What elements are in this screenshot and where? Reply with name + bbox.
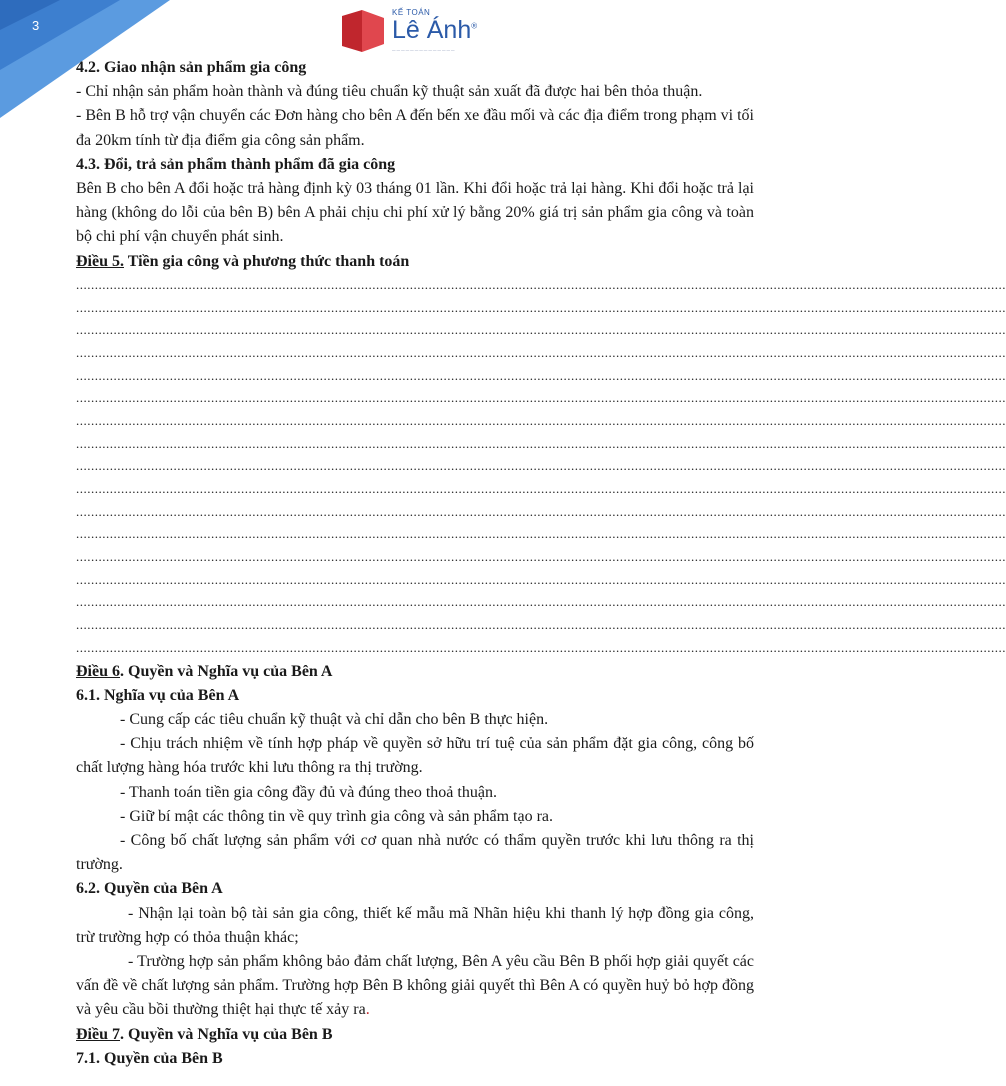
dotted-line: ........................................................................................................................................................................................................................................................	[76, 503, 1006, 519]
logo-tagline: ──────────────	[392, 48, 456, 54]
dotted-line: ........................................................................................................................................................................................................................................................	[76, 344, 1006, 360]
logo-brand: Lê Ánh®	[392, 16, 478, 44]
dotted-line: ........................................................................................................................................................................................................................................................	[76, 435, 1006, 451]
dotted-line: ........................................................................................................................................................................................................................................................	[76, 526, 1006, 542]
section-6-1-item-3: - Thanh toán tiền gia công đầy đủ và đúng theo thoả thuận.	[120, 783, 497, 801]
dotted-line: ........................................................................................................................................................................................................................................................	[76, 549, 1006, 565]
dotted-line: ........................................................................................................................................................................................................................................................	[76, 412, 1006, 428]
section-7-1-title: 7.1. Quyền của Bên B	[76, 1049, 223, 1067]
article-6-heading: Điều 6. Quyền và Nghĩa vụ của Bên A	[76, 662, 333, 680]
section-6-1-item-5: - Công bố chất lượng sản phẩm với cơ quan nhà nước có thẩm quyền trước khi lưu thông ra thị trường.	[76, 831, 754, 874]
dotted-line: ........................................................................................................................................................................................................................................................	[76, 639, 1006, 655]
section-6-2-item-1: - Nhận lại toàn bộ tài sản gia công, thiết kế mẫu mã Nhãn hiệu khi thanh lý hợp đồng gia công, trừ trường hợp có thỏa thuận khác;	[76, 904, 754, 946]
section-6-1-item-1: - Cung cấp các tiêu chuẩn kỹ thuật và chỉ dẫn cho bên B thực hiện.	[120, 710, 549, 728]
dotted-line: ........................................................................................................................................................................................................................................................	[76, 322, 1006, 338]
dotted-line: ........................................................................................................................................................................................................................................................	[76, 594, 1006, 610]
article-5-heading: Điều 5. Tiền gia công và phương thức thanh toán	[76, 252, 410, 270]
dotted-line: ........................................................................................................................................................................................................................................................	[76, 367, 1006, 383]
logo-mark-icon	[340, 10, 386, 52]
page-number: 3	[32, 18, 40, 33]
dotted-line: ........................................................................................................................................................................................................................................................	[76, 571, 1006, 587]
section-4-3-title: 4.3. Đổi, trả sản phẩm thành phẩm đã gia công	[76, 155, 396, 173]
dotted-line: ........................................................................................................................................................................................................................................................	[76, 299, 1006, 315]
logo-small-text: KẾ TOÁN	[392, 8, 431, 17]
dotted-line: ........................................................................................................................................................................................................................................................	[76, 276, 1006, 292]
section-4-2-para-1: - Chỉ nhận sản phẩm hoàn thành và đúng tiêu chuẩn kỹ thuật sản xuất đã được hai bên thỏa thuận.	[76, 83, 703, 101]
section-6-1-title: 6.1. Nghĩa vụ của Bên A	[76, 686, 240, 704]
dotted-line: ........................................................................................................................................................................................................................................................	[76, 390, 1006, 406]
section-6-2-item-2: - Trường hợp sản phẩm không bảo đảm chất lượng, Bên A yêu cầu Bên B phối hợp giải quyết các vấn đề về chất lượng sản phẩm. Trường hợp Bên B không giải quyết thì Bên A có quyền huỷ bỏ hợp đồng và yêu cầu bồi thường thiệt hại thực tế xảy ra.	[76, 952, 754, 1019]
section-6-2-title: 6.2. Quyền của Bên A	[76, 880, 223, 898]
section-4-2-title: 4.2. Giao nhận sản phẩm gia công	[76, 59, 307, 76]
article-7-heading: Điều 7. Quyền và Nghĩa vụ của Bên B	[76, 1025, 333, 1043]
dotted-line: ........................................................................................................................................................................................................................................................	[76, 458, 1006, 474]
dotted-line: ........................................................................................................................................................................................................................................................	[76, 617, 1006, 633]
document-body	[76, 56, 1006, 1071]
logo	[340, 4, 500, 56]
dotted-line: ........................................................................................................................................................................................................................................................	[76, 481, 1006, 497]
section-6-1-item-4: - Giữ bí mật các thông tin về quy trình gia công và sản phẩm tạo ra.	[120, 807, 553, 825]
section-4-3-para-1: Bên B cho bên A đổi hoặc trả hàng định kỳ 03 tháng 01 lần. Khi đổi hoặc trả lại hàng. Khi đổi hoặc trả lại hàng (không do lỗi của bên B) bên A phải chịu chi phí xử lý bằng 20% giá trị sản phẩm gia công và toàn bộ chi phí vận chuyển phát sinh.	[76, 180, 754, 246]
section-4-2-para-2: - Bên B hỗ trợ vận chuyển các Đơn hàng cho bên A đến bến xe đầu mối và các địa điểm trong phạm vi tối đa 20km tính từ địa điểm gia công sản phẩm.	[76, 107, 754, 149]
section-6-1-item-2: - Chịu trách nhiệm về tính hợp pháp về quyền sở hữu trí tuệ của sản phẩm đặt gia công, công bố chất lượng hàng hóa trước khi lưu thông ra thị trường.	[76, 735, 754, 777]
payment-blank-lines	[76, 274, 1006, 660]
